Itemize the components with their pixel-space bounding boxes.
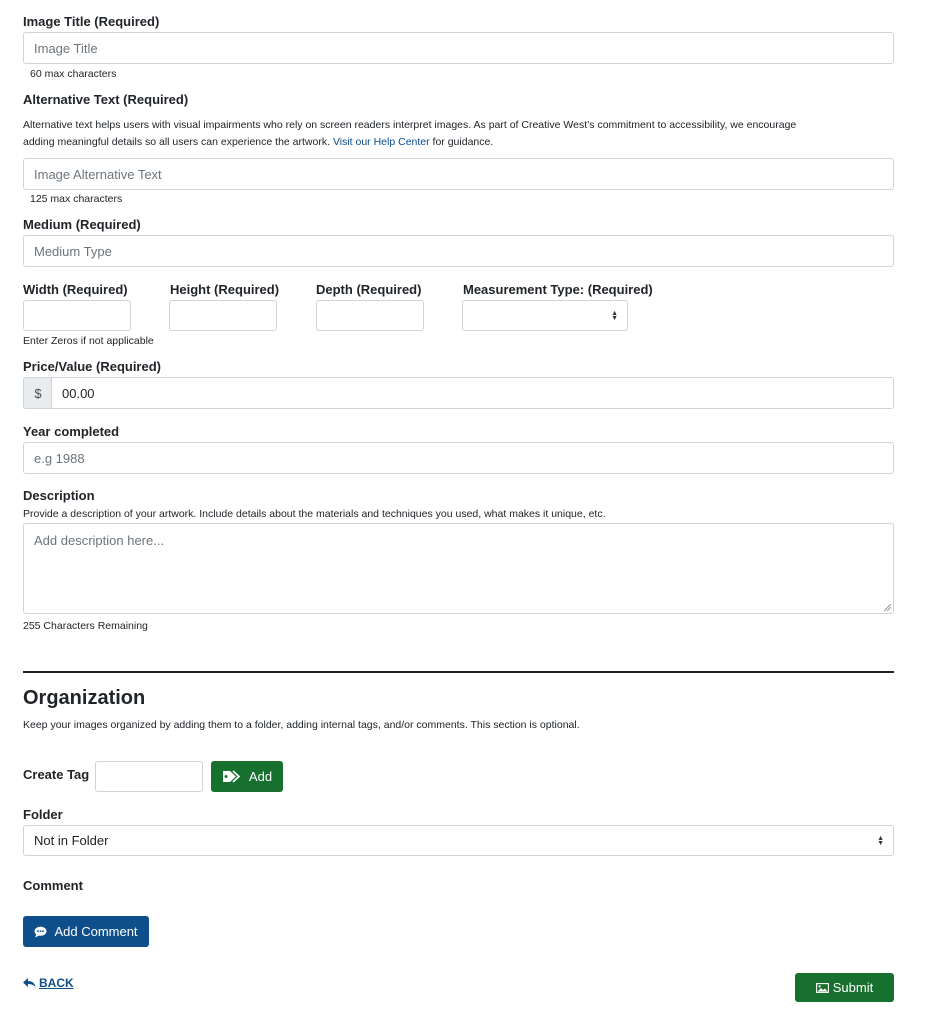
description-placeholder: Add description here... [34,533,165,548]
comment-label: Comment [23,878,83,893]
height-label: Height (Required) [170,282,280,297]
price-placeholder: 00.00 [62,385,95,401]
image-title-label: Image Title (Required) [23,14,160,29]
depth-input[interactable] [316,300,424,331]
reply-arrow-icon [23,978,36,988]
section-divider [23,671,894,673]
width-input[interactable] [23,300,131,331]
year-placeholder: e.g 1988 [34,450,85,466]
alt-text-label: Alternative Text (Required) [23,92,189,107]
organization-intro: Keep your images organized by adding them to a folder, adding internal tags, and/or comments. This section is optional. [23,719,580,731]
description-remaining: 255 Characters Remaining [23,620,148,632]
alt-text-hint: 125 max characters [30,193,123,205]
back-link[interactable] [23,976,74,990]
tags-icon [222,770,242,783]
dimensions-hint: Enter Zeros if not applicable [23,335,154,347]
alt-text-help [23,117,903,151]
alt-text-help-before: adding meaningful details so all users can experience the artwork. [23,136,333,148]
measurement-type-label: Measurement Type: (Required) [463,282,653,297]
year-label: Year completed [23,424,120,439]
help-center-link[interactable]: Visit our Help Center [332,136,430,148]
price-input[interactable] [51,377,894,409]
folder-caret-icon: ▲ ▼ [877,834,884,847]
depth-label: Depth (Required) [316,282,422,297]
medium-label: Medium (Required) [23,217,141,232]
alt-text-input[interactable] [23,158,894,190]
measurement-type-select[interactable] [462,300,628,331]
create-tag-label: Create Tag [23,767,90,782]
alt-text-help-after: for guidance. [429,136,494,148]
medium-input[interactable] [23,235,894,267]
submit-button[interactable] [795,973,894,1002]
height-input[interactable] [169,300,277,331]
medium-placeholder: Medium Type [34,243,112,259]
add-comment-button[interactable] [23,916,149,947]
folder-label: Folder [23,807,63,822]
alt-text-help-line2 [23,134,903,151]
add-tag-label: Add [248,769,273,784]
image-title-placeholder: Image Title [34,40,98,56]
image-icon [816,983,829,993]
folder-select[interactable] [23,825,894,856]
organization-heading: Organization [23,687,146,709]
comment-icon [34,926,47,938]
back-label: BACK [39,976,74,990]
image-title-hint: 60 max characters [30,68,117,80]
alt-text-help-line1: Alternative text helps users with visual impairments who rely on screen readers interpret images. As part of Creative West’s commitment to accessibility, we encourage [23,119,797,131]
description-label: Description [23,488,95,503]
select-caret-icon: ▲ ▼ [611,309,618,322]
folder-value: Not in Folder [34,833,109,848]
resize-handle-icon[interactable] [884,604,891,611]
currency-prefix: $ [23,377,52,409]
description-help: Provide a description of your artwork. Include details about the materials and techniques you used, what makes it unique, etc. [23,508,606,520]
add-comment-label: Add Comment [54,924,138,939]
alt-text-placeholder: Image Alternative Text [34,166,162,182]
description-textarea[interactable] [23,523,894,614]
year-input[interactable] [23,442,894,474]
create-tag-input[interactable] [95,761,203,792]
price-label: Price/Value (Required) [23,359,161,374]
submit-label: Submit [832,980,874,995]
width-label: Width (Required) [23,282,128,297]
image-title-input[interactable] [23,32,894,64]
add-tag-button[interactable] [211,761,283,792]
